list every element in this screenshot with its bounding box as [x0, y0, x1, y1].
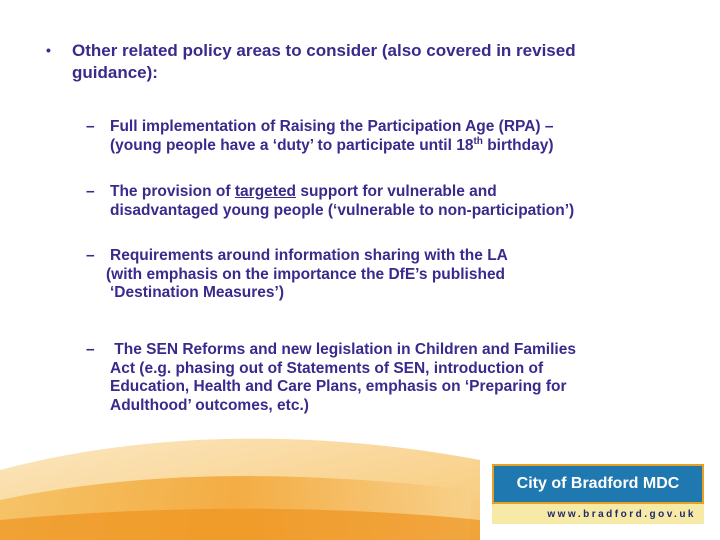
sub-item-text: [110, 183, 670, 220]
sub-item-line: Adulthood’ outcomes, etc.): [110, 396, 309, 414]
logo-banner: [492, 464, 704, 504]
main-bullet-line: guidance):: [72, 63, 158, 82]
sub-item-line: ‘Destination Measures’): [110, 284, 284, 301]
main-bullet-text: [72, 40, 682, 84]
logo-url: www.bradford.gov.uk: [547, 508, 696, 520]
superscript: th: [473, 135, 483, 147]
sub-item-line: Act (e.g. phasing out of Statements of SEN, introduction of: [110, 359, 544, 377]
logo-title: City of Bradford MDC: [516, 475, 680, 492]
underlined-word: targeted: [234, 183, 297, 200]
sub-item-text: [110, 341, 670, 415]
dash-marker: –: [86, 247, 95, 264]
sub-item-line: Requirements around information sharing with the LA: [110, 247, 508, 264]
sub-item-line: [110, 183, 670, 202]
main-bullet-line: Other related policy areas to consider (also covered in revised: [72, 41, 576, 60]
sub-item-text: [110, 118, 670, 155]
dash-marker: –: [86, 341, 95, 358]
dash-marker: –: [86, 183, 95, 200]
sub-item-line: Education, Health and Care Plans, emphasis on ‘Preparing for: [110, 378, 567, 395]
sub-item-line: (with emphasis on the importance the DfE’s published: [106, 265, 506, 283]
sub-item-line-part: support for vulnerable and: [296, 183, 497, 200]
sub-item-line: disadvantaged young people (‘vulnerable to non-participation’): [110, 201, 575, 219]
bullet-marker: •: [46, 42, 51, 58]
sub-item-line: [110, 137, 670, 156]
sub-item-line-part: birthday): [482, 136, 554, 154]
sub-item-line-part: The provision of: [110, 183, 235, 200]
logo-url-strip: [492, 504, 704, 524]
sub-item-line: The SEN Reforms and new legislation in Children and Families: [110, 341, 576, 358]
sub-item-line: Full implementation of Raising the Participation Age (RPA) –: [110, 118, 554, 135]
sub-item-line-part: (young people have a ‘duty’ to participate until 18: [110, 136, 474, 154]
sub-item-text: [106, 247, 670, 303]
dash-marker: –: [86, 118, 95, 135]
city-of-bradford-logo: [490, 462, 706, 526]
